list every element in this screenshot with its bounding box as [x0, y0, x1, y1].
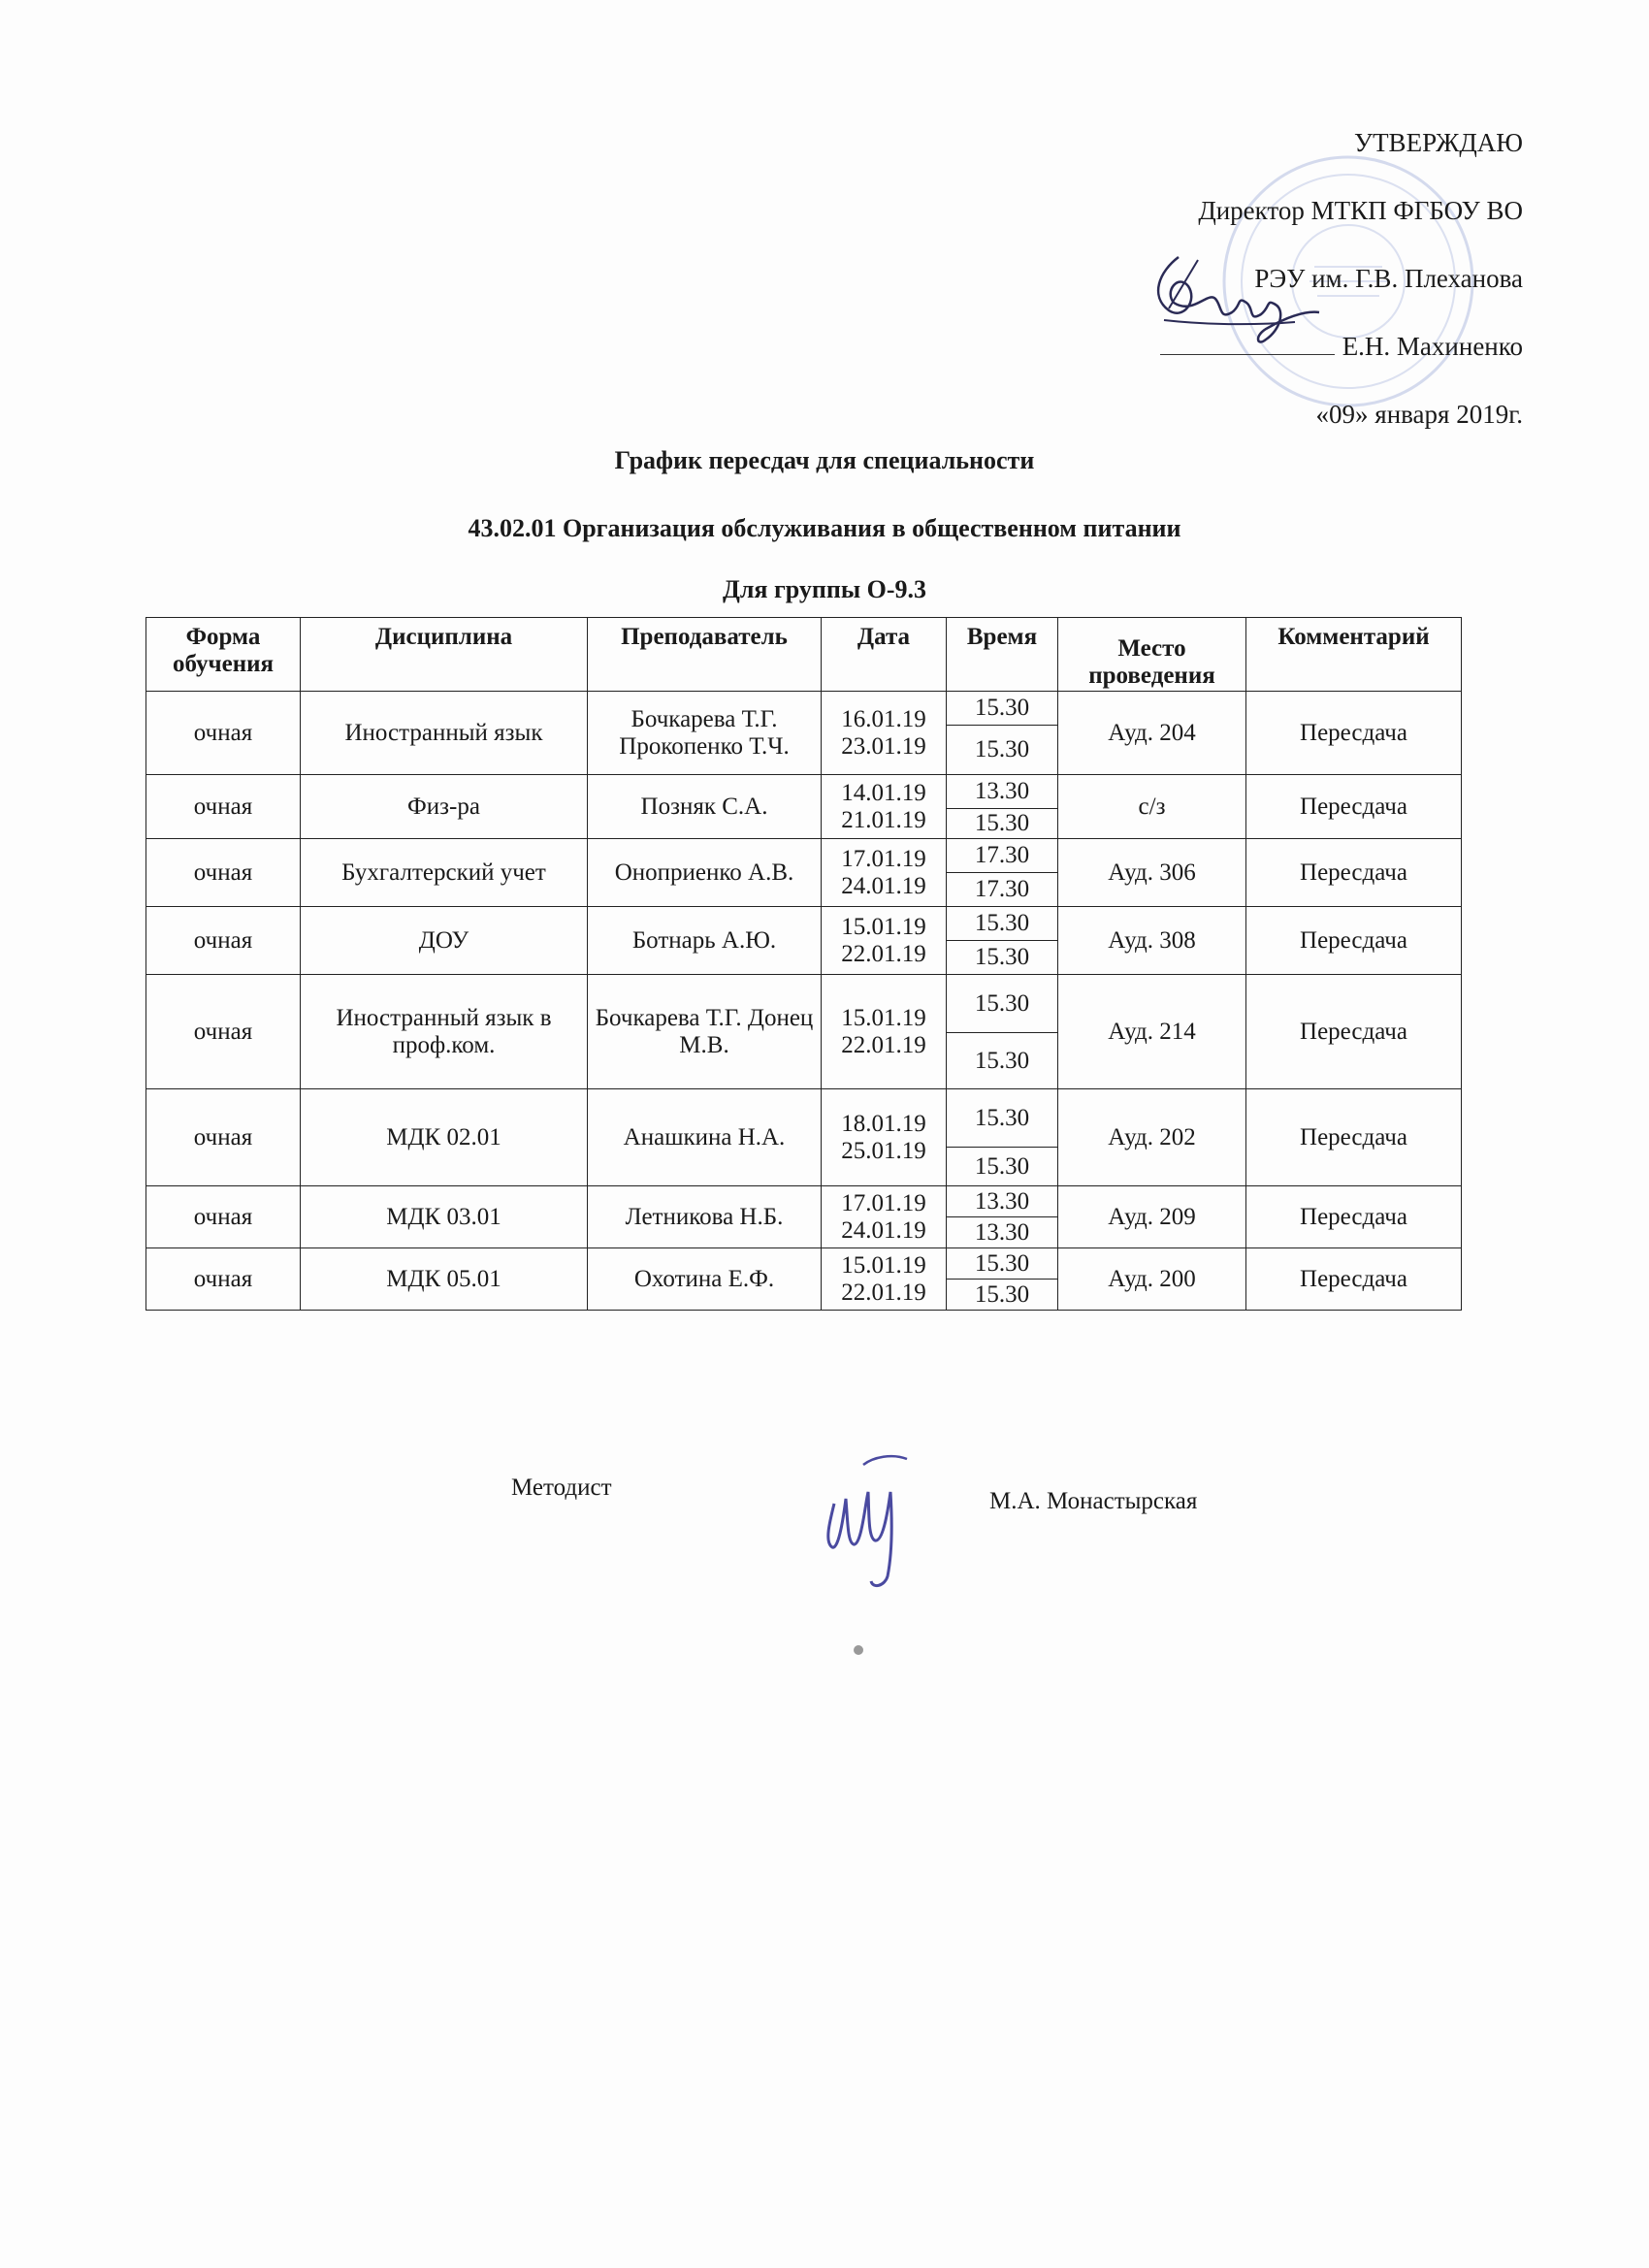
- table-row: [146, 1089, 1462, 1148]
- cell-place: Ауд. 308: [1058, 907, 1246, 975]
- table-row: [146, 775, 1462, 809]
- cell-teacher: Анашкина Н.А.: [588, 1089, 822, 1186]
- cell-time-2: 15.30: [947, 1280, 1058, 1311]
- group-title: Для группы О-9.3: [722, 575, 927, 603]
- header-place: Место проведения: [1058, 618, 1246, 692]
- date-2: 22.01.19: [841, 940, 926, 967]
- retake-schedule-table: [146, 617, 1462, 1311]
- cell-place: Ауд. 209: [1058, 1186, 1246, 1248]
- cell-discipline: МДК 03.01: [301, 1186, 588, 1248]
- cell-discipline: МДК 02.01: [301, 1089, 588, 1186]
- cell-teacher: Бочкарева Т.Г. Донец М.В.: [588, 975, 822, 1089]
- cell-place: Ауд. 200: [1058, 1248, 1246, 1311]
- date-2: 25.01.19: [841, 1137, 926, 1164]
- document-title: График пересдач для специальности: [614, 446, 1035, 474]
- methodist-name: М.А. Монастырская: [989, 1488, 1198, 1514]
- cell-time-2: 15.30: [947, 1148, 1058, 1186]
- date-1: 17.01.19: [841, 1189, 926, 1216]
- cell-dates: [822, 692, 947, 775]
- cell-form: очная: [146, 839, 301, 907]
- cell-time-1: 13.30: [947, 1186, 1058, 1217]
- header-date: Дата: [822, 618, 947, 692]
- cell-place: Ауд. 202: [1058, 1089, 1246, 1186]
- cell-time-2: 15.30: [947, 726, 1058, 775]
- cell-time-1: 13.30: [947, 775, 1058, 809]
- date-1: 15.01.19: [841, 913, 926, 940]
- cell-form: очная: [146, 907, 301, 975]
- approval-position: Директор МТКП ФГБОУ ВО: [1198, 196, 1523, 225]
- cell-comment: Пересдача: [1246, 775, 1462, 839]
- cell-time-1: 17.30: [947, 839, 1058, 873]
- cell-teacher: Ботнарь А.Ю.: [588, 907, 822, 975]
- date-2: 24.01.19: [841, 872, 926, 899]
- cell-time-1: 15.30: [947, 692, 1058, 726]
- approval-signatory-name: Е.Н. Махиненко: [1342, 332, 1523, 361]
- cell-form: очная: [146, 1186, 301, 1248]
- date-1: 18.01.19: [841, 1110, 926, 1137]
- date-2: 22.01.19: [841, 1279, 926, 1306]
- cell-dates: [822, 775, 947, 839]
- cell-dates: [822, 1186, 947, 1248]
- cell-discipline: ДОУ: [301, 907, 588, 975]
- cell-time-1: 15.30: [947, 1089, 1058, 1148]
- cell-comment: Пересдача: [1246, 1089, 1462, 1186]
- date-2: 23.01.19: [841, 732, 926, 760]
- table-row: [146, 907, 1462, 941]
- cell-time-1: 15.30: [947, 975, 1058, 1033]
- date-1: 14.01.19: [841, 779, 926, 806]
- date-2: 22.01.19: [841, 1031, 926, 1058]
- cell-form: очная: [146, 775, 301, 839]
- cell-teacher: Бочкарева Т.Г. Прокопенко Т.Ч.: [588, 692, 822, 775]
- cell-comment: Пересдача: [1246, 907, 1462, 975]
- cell-discipline: Бухгалтерский учет: [301, 839, 588, 907]
- scan-speck: [854, 1645, 863, 1655]
- cell-place: Ауд. 306: [1058, 839, 1246, 907]
- cell-comment: Пересдача: [1246, 1248, 1462, 1311]
- cell-teacher: Позняк С.А.: [588, 775, 822, 839]
- header-comment: Комментарий: [1246, 618, 1462, 692]
- cell-dates: [822, 1089, 947, 1186]
- approval-date: «09» января 2019г.: [1315, 400, 1523, 429]
- table-header-row: [146, 618, 1462, 692]
- cell-place: с/з: [1058, 775, 1246, 839]
- cell-time-2: 13.30: [947, 1217, 1058, 1248]
- cell-time-2: 17.30: [947, 873, 1058, 907]
- cell-place: Ауд. 204: [1058, 692, 1246, 775]
- cell-discipline: Иностранный язык: [301, 692, 588, 775]
- cell-discipline: Иностранный язык в проф.ком.: [301, 975, 588, 1089]
- director-signature: [1140, 243, 1324, 359]
- table-row: [146, 975, 1462, 1033]
- date-1: 17.01.19: [841, 845, 926, 872]
- header-form: Форма обучения: [146, 618, 301, 692]
- cell-time-1: 15.30: [947, 907, 1058, 941]
- cell-time-2: 15.30: [947, 1033, 1058, 1089]
- cell-discipline: МДК 05.01: [301, 1248, 588, 1311]
- cell-form: очная: [146, 975, 301, 1089]
- cell-teacher: Охотина Е.Ф.: [588, 1248, 822, 1311]
- cell-time-2: 15.30: [947, 809, 1058, 839]
- cell-time-1: 15.30: [947, 1248, 1058, 1280]
- cell-place: Ауд. 214: [1058, 975, 1246, 1089]
- cell-discipline: Физ-ра: [301, 775, 588, 839]
- table-row: [146, 1186, 1462, 1217]
- date-2: 21.01.19: [841, 806, 926, 833]
- table-row: [146, 1248, 1462, 1280]
- date-1: 15.01.19: [841, 1251, 926, 1279]
- cell-dates: [822, 907, 947, 975]
- header-teacher: Преподаватель: [588, 618, 822, 692]
- table-row: [146, 839, 1462, 873]
- cell-comment: Пересдача: [1246, 975, 1462, 1089]
- table-row: [146, 692, 1462, 726]
- methodist-label: Методист: [511, 1474, 612, 1501]
- specialty-title: 43.02.01 Организация обслуживания в общественном питании: [468, 514, 1181, 542]
- cell-time-2: 15.30: [947, 941, 1058, 975]
- header-time: Время: [947, 618, 1058, 692]
- cell-teacher: Летникова Н.Б.: [588, 1186, 822, 1248]
- cell-comment: Пересдача: [1246, 692, 1462, 775]
- cell-form: очная: [146, 1248, 301, 1311]
- cell-dates: [822, 839, 947, 907]
- cell-comment: Пересдача: [1246, 839, 1462, 907]
- methodist-signature: [815, 1445, 922, 1591]
- approval-organization: РЭУ им. Г.В. Плеханова: [1254, 264, 1523, 293]
- cell-dates: [822, 975, 947, 1089]
- date-1: 15.01.19: [841, 1004, 926, 1031]
- cell-comment: Пересдача: [1246, 1186, 1462, 1248]
- date-1: 16.01.19: [841, 705, 926, 732]
- date-2: 24.01.19: [841, 1216, 926, 1244]
- cell-form: очная: [146, 692, 301, 775]
- header-discipline: Дисциплина: [301, 618, 588, 692]
- cell-dates: [822, 1248, 947, 1311]
- cell-teacher: Оноприенко А.В.: [588, 839, 822, 907]
- approval-header: УТВЕРЖДАЮ: [1353, 128, 1523, 157]
- cell-form: очная: [146, 1089, 301, 1186]
